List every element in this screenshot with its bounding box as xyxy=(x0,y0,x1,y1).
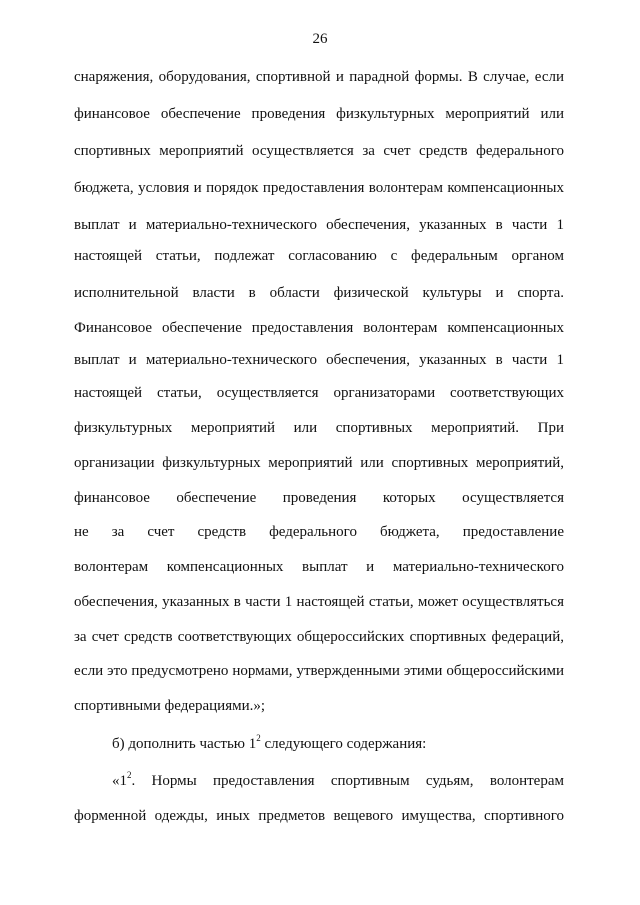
page-number: 26 xyxy=(312,31,328,47)
text-line: бюджета, условия и порядок предоставления волонтерам компенсационных xyxy=(74,180,564,196)
subitem-b-text: б) дополнить частью 1 xyxy=(112,736,257,752)
text-line: физкультурных мероприятий или спортивных мероприятий. При xyxy=(74,420,564,436)
subitem-b xyxy=(74,734,564,754)
text-line: форменной одежды, иных предметов вещевого имущества, спортивного xyxy=(74,808,564,824)
quote-open: «1 xyxy=(112,773,127,789)
text-line: волонтерам компенсационных выплат и материально-технического xyxy=(74,559,564,575)
text-line: Финансовое обеспечение предоставления волонтерам компенсационных xyxy=(74,320,564,336)
quote-text: . Нормы предоставления спортивным судьям, волонтерам xyxy=(131,773,564,789)
text-line: настоящей статьи, осуществляется организаторами соответствующих xyxy=(74,385,564,401)
text-line: обеспечения, указанных в части 1 настоящей статьи, может осуществляться xyxy=(74,594,564,610)
text-line: настоящей статьи, подлежат согласованию с федеральным органом xyxy=(74,248,564,264)
text-line: финансовое обеспечение проведения которых осуществляется xyxy=(74,490,564,506)
text-line: выплат и материально-технического обеспечения, указанных в части 1 xyxy=(74,352,564,368)
text-line: если это предусмотрено нормами, утвержденными этими общероссийскими xyxy=(74,663,564,679)
text-line: снаряжения, оборудования, спортивной и парадной формы. В случае, если xyxy=(74,69,564,85)
text-line: исполнительной власти в области физической культуры и спорта. xyxy=(74,285,564,301)
text-line: за счет средств соответствующих общероссийских спортивных федераций, xyxy=(74,629,564,645)
text-line: не за счет средств федерального бюджета, предоставление xyxy=(74,524,564,540)
quoted-part-start xyxy=(74,771,564,791)
superscript: 2 xyxy=(256,733,261,743)
text-line: спортивных мероприятий осуществляется за счет средств федерального xyxy=(74,143,564,159)
text-line: финансовое обеспечение проведения физкультурных мероприятий или xyxy=(74,106,564,122)
superscript: 2 xyxy=(127,770,132,780)
text-line: организации физкультурных мероприятий или спортивных мероприятий, xyxy=(74,455,564,471)
text-line: спортивными федерациями.»; xyxy=(74,698,266,714)
text-line: выплат и материально-технического обеспечения, указанных в части 1 xyxy=(74,217,564,233)
subitem-b-text-end: следующего содержания: xyxy=(260,736,427,752)
